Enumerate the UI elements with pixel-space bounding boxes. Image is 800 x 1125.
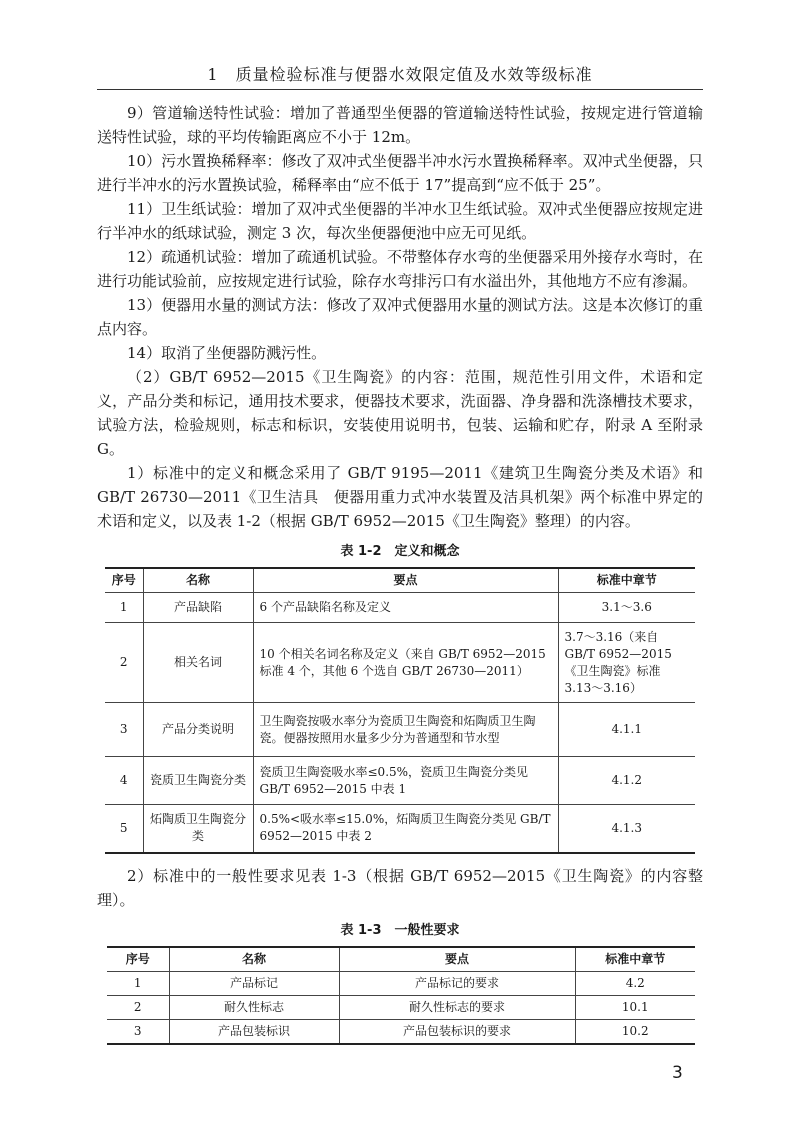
table-cell: 瓷质卫生陶瓷分类 — [143, 757, 253, 805]
table-cell: 产品缺陷 — [143, 593, 253, 623]
page-number: 3 — [672, 1063, 683, 1083]
table-cell: 10.1 — [575, 995, 695, 1019]
paragraph: 14）取消了坐便器防溅污性。 — [127, 344, 327, 362]
paragraph: 1）标准中的定义和概念采用了 GB/T 9195—2011《建筑卫生陶瓷分类及术语》和 GB/T 26730—2011《卫生洁具 便器用重力式冲水装置及洁具机架》两个标准中界定的术语和定义，以及表 1-2（根据 GB/T 6952—2015《卫生陶瓷》整理）的内容。 — [97, 464, 703, 530]
table-cell: 4.2 — [575, 971, 695, 995]
table-row — [107, 995, 695, 1019]
paragraph: 13）便器用水量的测试方法：修改了双冲式便器用水量的测试方法。这是本次修订的重点内容。 — [97, 296, 703, 338]
table-header-row — [107, 947, 695, 972]
table-cell: 瓷质卫生陶瓷吸水率≤0.5%，瓷质卫生陶瓷分类见 GB/T 6952—2015 中表 1 — [253, 757, 558, 805]
table-cell: 产品标记 — [169, 971, 339, 995]
table-cell: 10 个相关名词名称及定义（来自 GB/T 6952—2015 标准 4 个，其他 6 个选自 GB/T 26730—2011） — [253, 623, 558, 703]
paragraph: 10）污水置换稀释率：修改了双冲式坐便器半冲水污水置换稀释率。双冲式坐便器，只进行半冲水的污水置换试验，稀释率由“应不低于 17”提高到“应不低于 25”。 — [97, 152, 703, 194]
table-cell: 4 — [105, 757, 143, 805]
table-cell: 耐久性标志的要求 — [339, 995, 575, 1019]
table-cell: 10.2 — [575, 1019, 695, 1044]
column-header: 标准中章节 — [575, 947, 695, 972]
page-content — [97, 101, 703, 1045]
column-header: 要点 — [339, 947, 575, 972]
table-cell: 卫生陶瓷按吸水率分为瓷质卫生陶瓷和炻陶质卫生陶瓷。便器按照用水量多少分为普通型和节水型 — [253, 703, 558, 757]
table-cell: 产品分类说明 — [143, 703, 253, 757]
table-cell: 产品包装标识 — [169, 1019, 339, 1044]
table-row — [105, 623, 695, 703]
table-cell: 炻陶质卫生陶瓷分类 — [143, 805, 253, 853]
table-cell: 5 — [105, 805, 143, 853]
column-header: 要点 — [253, 568, 558, 593]
table-row — [105, 703, 695, 757]
table-cell: 产品包装标识的要求 — [339, 1019, 575, 1044]
table-cell: 4.1.1 — [558, 703, 695, 757]
column-header: 序号 — [105, 568, 143, 593]
table-caption: 表 1-3 一般性要求 — [340, 922, 460, 938]
table-cell: 相关名词 — [143, 623, 253, 703]
paragraph: 2）标准中的一般性要求见表 1-3（根据 GB/T 6952—2015《卫生陶瓷》的内容整理）。 — [97, 866, 703, 909]
general-requirements-table — [107, 946, 695, 1045]
table-row — [107, 971, 695, 995]
table-header-row — [105, 568, 695, 593]
table-cell: 3 — [107, 1019, 169, 1044]
table-cell: 0.5%<吸水率≤15.0%，炻陶质卫生陶瓷分类见 GB/T 6952—2015 中表 2 — [253, 805, 558, 853]
table-cell: 4.1.3 — [558, 805, 695, 853]
paragraph: 9）管道输送特性试验：增加了普通型坐便器的管道输送特性试验，按规定进行管道输送特性试验，球的平均传输距离应不小于 12m。 — [97, 104, 703, 146]
table-cell: 2 — [105, 623, 143, 703]
column-header: 名称 — [169, 947, 339, 972]
table-cell: 1 — [107, 971, 169, 995]
paragraph: 12）疏通机试验：增加了疏通机试验。不带整体存水弯的坐便器采用外接存水弯时，在进行功能试验前，应按规定进行试验，除存水弯排污口有水溢出外，其他地方不应有渗漏。 — [97, 248, 703, 290]
table-row — [107, 1019, 695, 1044]
table-cell: 6 个产品缺陷名称及定义 — [253, 593, 558, 623]
column-header: 序号 — [107, 947, 169, 972]
table-cell: 3.1～3.6 — [558, 593, 695, 623]
table-cell: 4.1.2 — [558, 757, 695, 805]
table-cell: 1 — [105, 593, 143, 623]
table-row — [105, 805, 695, 853]
table-cell: 耐久性标志 — [169, 995, 339, 1019]
table-cell: 产品标记的要求 — [339, 971, 575, 995]
column-header: 标准中章节 — [558, 568, 695, 593]
paragraph: 11）卫生纸试验：增加了双冲式坐便器的半冲水卫生纸试验。双冲式坐便器应按规定进行半冲水的纸球试验，测定 3 次，每次坐便器便池中应无可见纸。 — [97, 200, 703, 242]
table-row — [105, 593, 695, 623]
table-cell: 3 — [105, 703, 143, 757]
table-row — [105, 757, 695, 805]
table-cell: 3.7～3.16（来自 GB/T 6952—2015《卫生陶瓷》标准 3.13～3.16） — [558, 623, 695, 703]
column-header: 名称 — [143, 568, 253, 593]
definitions-table — [105, 567, 695, 854]
table-caption: 表 1-2 定义和概念 — [340, 544, 460, 559]
header-rule — [97, 89, 703, 90]
paragraph: （2）GB/T 6952—2015《卫生陶瓷》的内容：范围，规范性引用文件，术语和定义，产品分类和标记，通用技术要求，便器技术要求，洗面器、净身器和洗涤槽技术要求，试验方法，检验规则，标志和标识，安装使用说明书，包装、运输和贮存，附录 A 至附录 G。 — [97, 368, 703, 458]
running-header: 1 质量检验标准与便器水效限定值及水效等级标准 — [207, 65, 593, 84]
table-cell: 2 — [107, 995, 169, 1019]
